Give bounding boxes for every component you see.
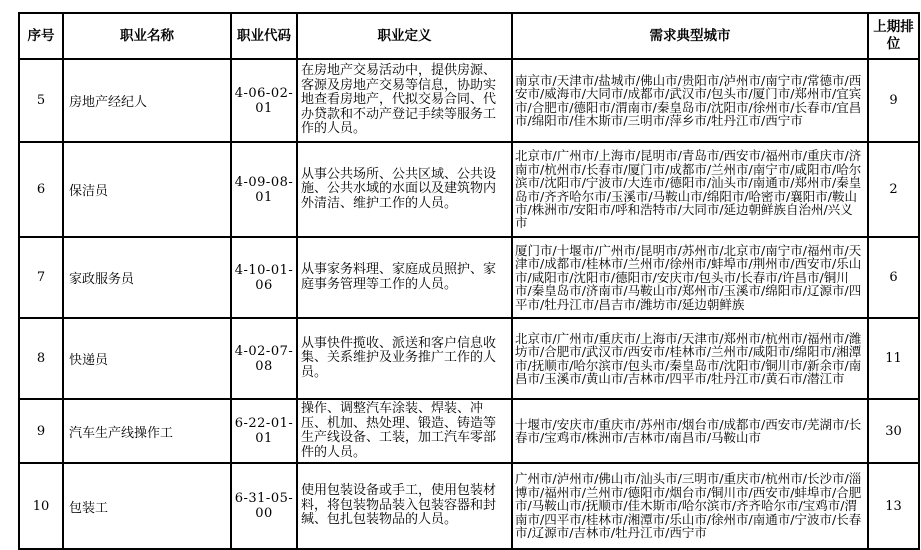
cell-demand-cities: 南京市/天津市/盐城市/佛山市/贵阳市/泸州市/南宁市/常德市/西安市/威海市/大同市/成都市/武汉市/包头市/厦门市/郑州市/宜宾市/合肥市/德阳市/渭南市/秦皇岛市/沈阳市/徐州市/长春市/宜昌市/绵阳市/佳木斯市/三明市/萍乡市/牡丹江市/西宁市: [512, 59, 868, 142]
cell-serial: 7: [19, 237, 63, 318]
cell-demand-cities: 广州市/泸州市/佛山市/汕头市/三明市/重庆市/杭州市/长沙市/淄博市/福州市/兰州市/德阳市/烟台市/铜川市/西安市/蚌埠市/合肥市/马鞍山市/抚顺市/佳木斯市/哈尔滨市/齐齐哈尔市/宝鸡市/渭南市/四平市/桂林市/湘潭市/乐山市/徐州市/南通市/宁波市/长春市/辽源市/吉林市/牡丹江市/西宁市: [512, 463, 868, 549]
header-demand-cities: 需求典型城市: [512, 13, 868, 59]
cell-occupation-definition: 在房地产交易活动中，提供房源、客源及房地产交易等信息，协助实地查看房地产，代拟交易合同、代办贷款和不动产登记手续等服务工作的人员。: [297, 59, 512, 142]
cell-occupation-code: 6-22-01-01: [231, 399, 297, 463]
table-row: [19, 142, 919, 237]
cell-occupation-definition: 操作、调整汽车涂装、焊装、冲压、机加、热处理、锻造、铸造等生产线设备、工装，加工汽车零部件的人员。: [297, 399, 512, 463]
cell-occupation-definition: 从事快件揽收、派送和客户信息收集、关系维护及业务推广工作的人员。: [297, 318, 512, 399]
cell-serial: 10: [19, 463, 63, 549]
header-occupation-code: 职业代码: [231, 13, 297, 59]
cell-previous-rank: 6: [868, 237, 919, 318]
table-header-row: [19, 13, 919, 59]
table-row: [19, 463, 919, 549]
cell-demand-cities: 厦门市/十堰市/广州市/昆明市/苏州市/北京市/南宁市/福州市/天津市/成都市/桂林市/兰州市/徐州市/蚌埠市/荆州市/西安市/乐山市/咸阳市/沈阳市/德阳市/安庆市/包头市/长春市/许昌市/铜川市/秦皇岛市/济南市/马鞍山市/郑州市/玉溪市/绵阳市/辽源市/四平市/牡丹江市/昌吉市/潍坊市/延边朝鲜族: [512, 237, 868, 318]
cell-previous-rank: 13: [868, 463, 919, 549]
cell-occupation-name: 快递员: [63, 318, 231, 399]
cell-previous-rank: 9: [868, 59, 919, 142]
cell-serial: 6: [19, 142, 63, 237]
cell-occupation-code: 6-31-05-00: [231, 463, 297, 549]
header-occupation-name: 职业名称: [63, 13, 231, 59]
table-row: [19, 318, 919, 399]
cell-occupation-definition: 从事公共场所、公共区域、公共设施、公共水域的水面以及建筑物内外清洁、维护工作的人员。: [297, 142, 512, 237]
cell-occupation-definition: 从事家务料理、家庭成员照护、家庭事务管理等工作的人员。: [297, 237, 512, 318]
cell-previous-rank: 30: [868, 399, 919, 463]
cell-serial: 5: [19, 59, 63, 142]
cell-occupation-name: 家政服务员: [63, 237, 231, 318]
cell-occupation-code: 4-06-02-01: [231, 59, 297, 142]
cell-occupation-name: 包装工: [63, 463, 231, 549]
cell-occupation-definition: 使用包装设备或手工，使用包装材料，将包装物品装入包装容器和封缄、包扎包装物品的人员。: [297, 463, 512, 549]
cell-occupation-name: 房地产经纪人: [63, 59, 231, 142]
table-row: [19, 237, 919, 318]
header-occupation-definition: 职业定义: [297, 13, 512, 59]
table-row: [19, 59, 919, 142]
table-row: [19, 399, 919, 463]
cell-demand-cities: 北京市/广州市/重庆市/上海市/天津市/郑州市/杭州市/福州市/潍坊市/合肥市/武汉市/西安市/桂林市/兰州市/咸阳市/绵阳市/湘潭市/抚顺市/哈尔滨市/包头市/秦皇岛市/沈阳市/铜川市/新余市/南昌市/玉溪市/黄山市/吉林市/四平市/牡丹江市/黄石市/潜江市: [512, 318, 868, 399]
cell-previous-rank: 2: [868, 142, 919, 237]
header-previous-rank: 上期排位: [868, 13, 919, 59]
cell-occupation-name: 保洁员: [63, 142, 231, 237]
cell-occupation-code: 4-02-07-08: [231, 318, 297, 399]
cell-occupation-name: 汽车生产线操作工: [63, 399, 231, 463]
cell-demand-cities: 十堰市/安庆市/重庆市/苏州市/烟台市/成都市/西安市/芜湖市/长春市/宝鸡市/株洲市/吉林市/南昌市/马鞍山市: [512, 399, 868, 463]
cell-demand-cities: 北京市/广州市/上海市/昆明市/青岛市/西安市/福州市/重庆市/济南市/杭州市/长春市/厦门市/成都市/兰州市/南宁市/咸阳市/哈尔滨市/沈阳市/宁波市/大连市/德阳市/汕头市/南通市/郑州市/秦皇岛市/齐齐哈尔市/玉溪市/马鞍山市/绵阳市/哈密市/襄阳市/鞍山市/株洲市/安阳市/呼和浩特市/大同市/延边朝鲜族自治州/兴义市: [512, 142, 868, 237]
header-serial: 序号: [19, 13, 63, 59]
cell-previous-rank: 11: [868, 318, 919, 399]
occupation-ranking-table: [18, 12, 920, 550]
cell-occupation-code: 4-10-01-06: [231, 237, 297, 318]
cell-serial: 9: [19, 399, 63, 463]
cell-occupation-code: 4-09-08-01: [231, 142, 297, 237]
cell-serial: 8: [19, 318, 63, 399]
